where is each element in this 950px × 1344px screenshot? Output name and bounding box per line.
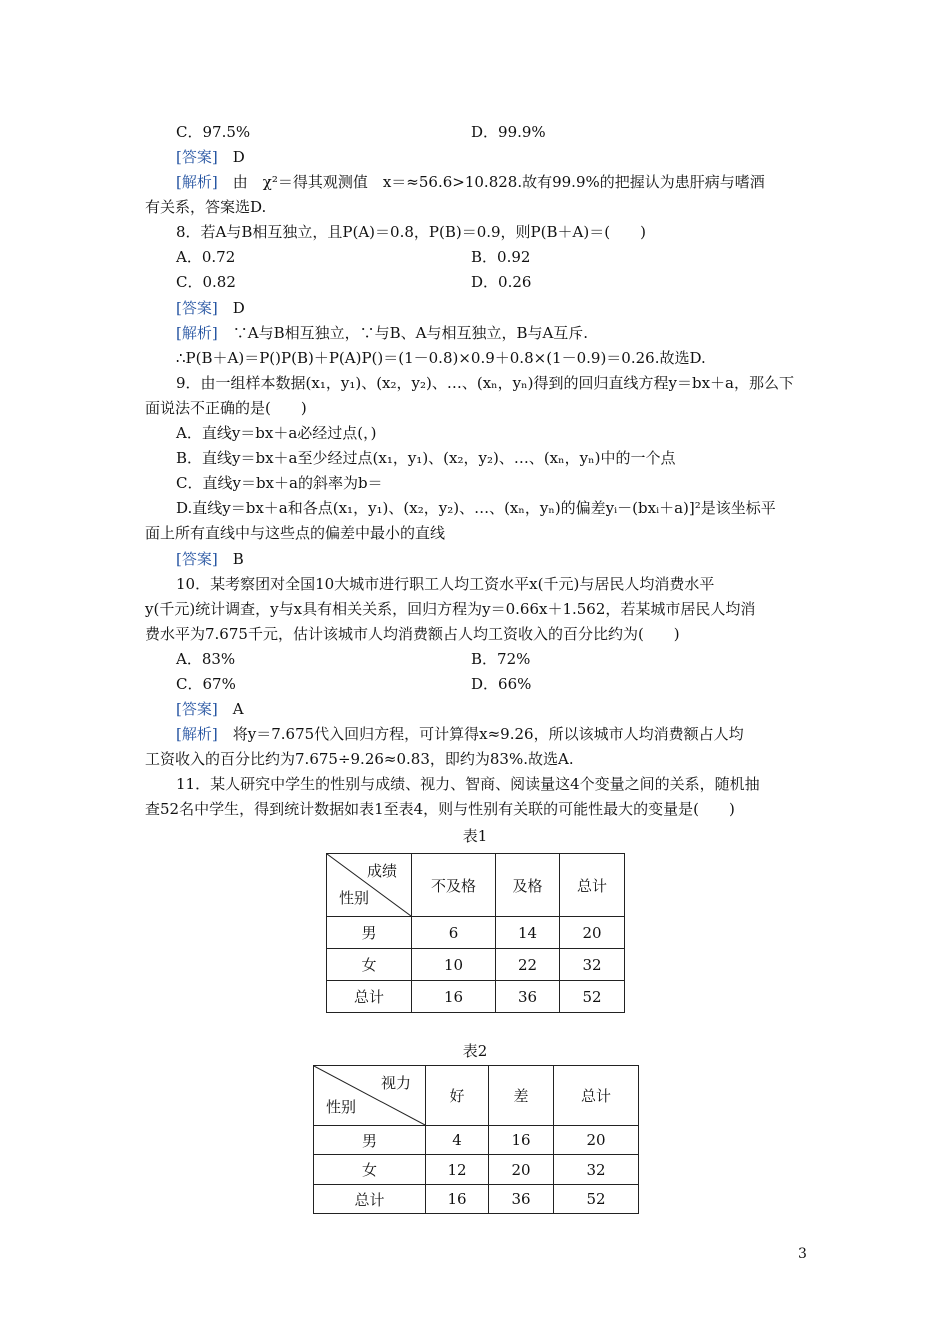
q10-option-c: C．67%	[176, 675, 236, 693]
q10-stem-2: y(千元)统计调查，y与x具有相关关系，回归方程为y＝0.66x＋1.562，若某城市居民人均消	[145, 600, 756, 618]
q9-option-c: C．直线y＝bx＋a的斜率为b＝	[176, 474, 383, 492]
table2-cell: 12	[426, 1155, 489, 1185]
table2-cell: 20	[554, 1126, 639, 1155]
q9-option-a: A．直线y＝bx＋a必经过点(，)	[176, 424, 377, 442]
table2-cell: 52	[554, 1185, 639, 1214]
table2-cell: 总计	[314, 1185, 426, 1214]
q9-option-d-2: 面上所有直线中与这些点的偏差中最小的直线	[145, 524, 446, 542]
q8-answer: D	[232, 299, 245, 317]
page-number: 3	[798, 1246, 807, 1262]
table-row	[314, 1126, 639, 1155]
q10-option-b: B．72%	[471, 650, 531, 668]
q10-answer-line	[176, 698, 841, 720]
table2-cell: 16	[489, 1126, 554, 1155]
q7-option-d: D．99.9%	[471, 123, 546, 141]
table2-cell: 16	[426, 1185, 489, 1214]
analysis-tag: [解析]	[176, 324, 218, 342]
table2-cell: 女	[314, 1155, 426, 1185]
q10-option-a: A．83%	[176, 650, 236, 668]
table1-cell: 22	[496, 949, 560, 981]
table1-cell: 6	[412, 917, 496, 949]
table2-cell: 男	[314, 1126, 426, 1155]
q11-stem-1: 11．某人研究中学生的性别与成绩、视力、智商、阅读量这4个变量之间的关系，随机抽	[176, 775, 760, 793]
q9-stem-1: 9．由一组样本数据(x₁，y₁)、(x₂，y₂)、…、(xₙ，yₙ)得到的回归直线方程y＝bx＋a，那么下	[176, 374, 794, 392]
table1-cell: 20	[560, 917, 625, 949]
q10-stem-1: 10．某考察团对全国10大城市进行职工人均工资水平x(千元)与居民人均消费水平	[176, 575, 715, 593]
corner-diagonal	[314, 1066, 425, 1125]
q10-answer: A	[232, 700, 244, 718]
q8-option-c: C．0.82	[176, 273, 236, 291]
q7-answer: D	[232, 148, 245, 166]
q10-stem-3: 费水平为7.675千元，估计该城市人均消费额占人均工资收入的百分比约为( )	[145, 625, 680, 643]
q8-analysis-line-2: ∴P(B＋A)＝P()P(B)＋P(A)P()＝(1－0.8)×0.9＋0.8×(1－0.9)＝0.26.故选D.	[176, 349, 706, 367]
answer-tag: [答案]	[176, 700, 218, 718]
table2-header: 差	[489, 1066, 554, 1126]
table1-cell: 10	[412, 949, 496, 981]
table2	[313, 1065, 639, 1214]
diagonal-line	[327, 854, 411, 916]
q7-analysis-line-2: 有关系，答案选D.	[145, 198, 267, 216]
table-row	[327, 949, 625, 981]
table-row	[327, 917, 625, 949]
q9-option-b: B．直线y＝bx＋a至少经过点(x₁，y₁)、(x₂，y₂)、…、(xₙ，yₙ)中的一个点	[176, 449, 676, 467]
table1-header: 不及格	[412, 854, 496, 917]
table1-cell: 36	[496, 981, 560, 1013]
q8-option-a: A．0.72	[176, 248, 236, 266]
q10-analysis-line-2: 工资收入的百分比约为7.675÷9.26≈0.83，即约为83%.故选A.	[145, 750, 574, 768]
table2-cell: 4	[426, 1126, 489, 1155]
q8-analysis-text-1: ∵A与B相互独立，∵与B、A与相互独立，B与A互斥.	[232, 324, 589, 342]
q7-answer-line	[176, 146, 841, 168]
analysis-tag: [解析]	[176, 725, 218, 743]
q9-option-d-1: D.直线y＝bx＋a和各点(x₁，y₁)、(x₂，y₂)、…、(xₙ，yₙ)的偏差yᵢ－(bxᵢ＋a)]²是该坐标平	[176, 499, 776, 517]
table2-header: 总计	[554, 1066, 639, 1126]
q10-option-d: D．66%	[471, 675, 532, 693]
q8-stem: 8．若A与B相互独立，且P(A)＝0.8，P(B)＝0.9，则P(B＋A)＝( )	[176, 223, 646, 241]
table1-cell: 52	[560, 981, 625, 1013]
q10-analysis-line-1	[176, 723, 841, 745]
table2-header: 好	[426, 1066, 489, 1126]
q7-analysis-text-1: 由 χ²＝得其观测值 x＝≈56.6>10.828.故有99.9%的把握认为患肝病与嗜酒	[232, 173, 765, 191]
q9-answer: B	[232, 550, 244, 568]
table2-corner-cell	[314, 1066, 426, 1126]
table2-cell: 32	[554, 1155, 639, 1185]
diagonal-line	[314, 1066, 425, 1125]
table2-cell: 36	[489, 1185, 554, 1214]
table1-corner-cell	[327, 854, 412, 917]
corner-diagonal	[327, 854, 411, 916]
table1-cell: 32	[560, 949, 625, 981]
analysis-tag: [解析]	[176, 173, 218, 191]
table1-header: 总计	[560, 854, 625, 917]
answer-tag: [答案]	[176, 299, 218, 317]
q8-answer-line	[176, 297, 841, 319]
answer-tag: [答案]	[176, 148, 218, 166]
table1-cell: 女	[327, 949, 412, 981]
table2-caption: 表2	[462, 1042, 488, 1060]
table2-corner-bottom: 性别	[326, 1098, 357, 1116]
q7-analysis-line-1	[176, 171, 841, 193]
table1	[326, 853, 625, 1013]
table1-caption: 表1	[462, 827, 488, 845]
q8-analysis-line-1	[176, 322, 841, 344]
table2-corner-top: 视力	[380, 1074, 411, 1092]
q10-analysis-text-1: 将y＝7.675代入回归方程，可计算得x≈9.26，所以该城市人均消费额占人均	[232, 725, 744, 743]
table2-cell: 20	[489, 1155, 554, 1185]
table1-cell: 男	[327, 917, 412, 949]
table1-header: 及格	[496, 854, 560, 917]
table-row	[314, 1155, 639, 1185]
table-row	[327, 981, 625, 1013]
q8-option-d: D．0.26	[471, 273, 532, 291]
table1-cell: 14	[496, 917, 560, 949]
table1-cell: 总计	[327, 981, 412, 1013]
table-row	[314, 1185, 639, 1214]
table1-corner-top: 成绩	[366, 862, 397, 880]
q9-stem-2: 面说法不正确的是( )	[145, 399, 307, 417]
q8-option-b: B．0.92	[471, 248, 531, 266]
q11-stem-2: 查52名中学生，得到统计数据如表1至表4，则与性别有关联的可能性最大的变量是( )	[145, 800, 735, 818]
q9-answer-line	[176, 548, 841, 570]
answer-tag: [答案]	[176, 550, 218, 568]
table1-corner-bottom: 性别	[339, 889, 370, 907]
table1-cell: 16	[412, 981, 496, 1013]
q7-option-c: C．97.5%	[176, 123, 251, 141]
